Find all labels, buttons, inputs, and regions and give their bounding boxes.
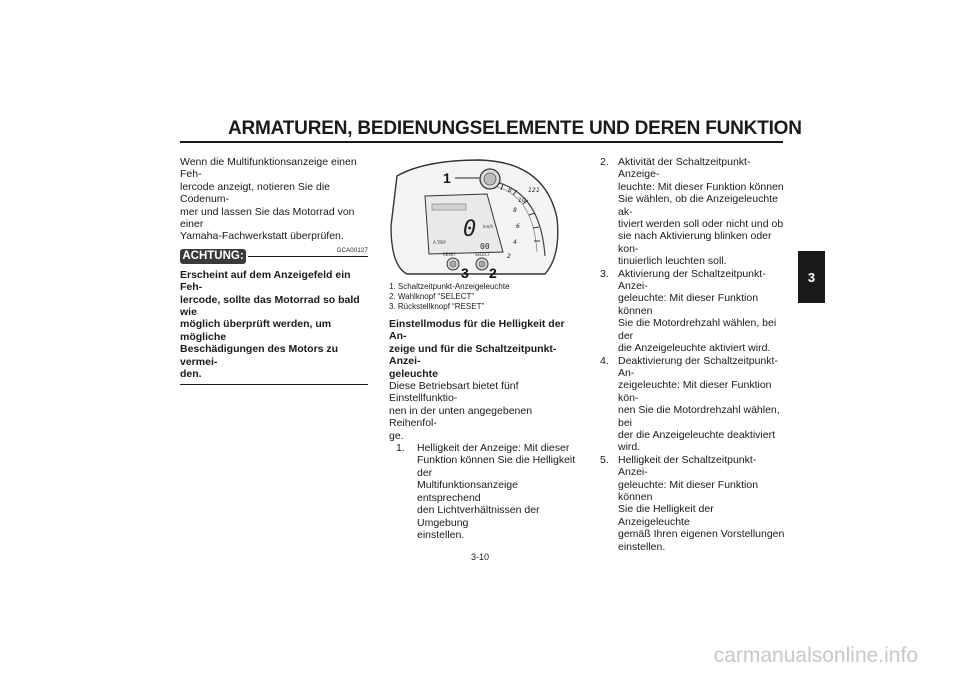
intro-paragraph: Wenn die Multifunktionsanzeige einen Feh- lercode anzeigt, notieren Sie die Codenum- mer und lassen Sie das Motorrad von einer Yamaha-Fachwerkstatt überprüfen. bbox=[180, 156, 357, 243]
list-item bbox=[600, 355, 785, 454]
function-list-part-2 bbox=[600, 156, 785, 553]
svg-text:1: 1 bbox=[536, 187, 540, 194]
list-item-text: Deaktivierung der Schaltzeitpunkt-An- zeigeleuchte: Mit dieser Funktion kön- nen Sie die Motordrehzahl wählen, bei der die Anzeigeleuchte deaktiviert wird. bbox=[618, 354, 780, 454]
list-item-text: Helligkeit der Anzeige: Mit dieser Funktion können Sie die Helligkeit der Multifunktionsanzeige entsprechend den Lichtverhältnissen der Umgebung einstellen. bbox=[417, 442, 576, 541]
svg-text:8: 8 bbox=[513, 207, 517, 214]
achtung-code: GCA00127 bbox=[336, 247, 368, 254]
svg-text:0: 0 bbox=[463, 217, 477, 242]
section-heading: Einstellmodus für die Helligkeit der An- zeige und für die Schaltzeitpunkt-Anzei- geleuchte bbox=[389, 318, 565, 380]
chapter-tab: 3 bbox=[798, 251, 825, 303]
list-item-number: 5. bbox=[600, 453, 609, 466]
svg-text:12: 12 bbox=[528, 187, 536, 194]
header-rule bbox=[180, 141, 783, 143]
svg-text:RESET: RESET bbox=[443, 252, 456, 257]
svg-text:8: 8 bbox=[508, 187, 512, 194]
svg-text:SELECT: SELECT bbox=[475, 252, 491, 257]
list-item-number: 1. bbox=[396, 442, 405, 455]
list-item-text: Helligkeit der Schaltzeitpunkt-Anzei- geleuchte: Mit dieser Funktion können Sie die Helligkeit der Anzeigeleuchte gemäß Ihren eigenen Vorstellungen einstellen. bbox=[618, 453, 785, 553]
page-title: ARMATUREN, BEDIENUNGSELEMENTE UND DEREN FUNKTION bbox=[228, 118, 802, 139]
list-item bbox=[600, 454, 785, 553]
list-item-text: Aktivität der Schaltzeitpunkt-Anzeige- leuchte: Mit dieser Funktion können Sie wählen, ob die Anzeigeleuchte ak- tiviert werden soll oder nicht und ob sie nach Aktivierung blinken oder kon- tinuierlich leuchten soll. bbox=[618, 156, 784, 268]
svg-text:A.TRIP: A.TRIP bbox=[433, 240, 446, 245]
instrument-cluster-illustration bbox=[385, 156, 561, 280]
instrument-cluster-figure bbox=[385, 156, 561, 280]
callout-2: 2 bbox=[489, 265, 497, 280]
caption-1: 1. Schaltzeitpunkt-Anzeigeleuchte bbox=[389, 282, 510, 291]
svg-text:00: 00 bbox=[480, 242, 490, 251]
left-column bbox=[180, 156, 368, 385]
list-item bbox=[600, 156, 785, 268]
watermark[interactable]: carmanualsonline.info bbox=[713, 644, 918, 667]
svg-text:4: 4 bbox=[513, 239, 517, 246]
list-item-number: 4. bbox=[600, 354, 609, 367]
right-column bbox=[600, 156, 785, 553]
list-item bbox=[389, 442, 581, 541]
list-item-number: 3. bbox=[600, 267, 609, 280]
page-number: 3-10 bbox=[470, 552, 489, 562]
svg-text:2: 2 bbox=[507, 253, 511, 260]
section-intro: Diese Betriebsart bietet fünf Einstellfunktio- nen in der unten angegebenen Reihenfol- ge. bbox=[389, 380, 533, 442]
list-item bbox=[600, 268, 785, 355]
middle-column bbox=[389, 318, 581, 541]
achtung-row bbox=[180, 249, 368, 267]
warning-text: Erscheint auf dem Anzeigefeld ein Feh- lercode, sollte das Motorrad so bald wie möglich überprüft werden, um mögliche Beschädigungen des Motors zu vermei- den. bbox=[180, 268, 360, 381]
list-item-text: Aktivierung der Schaltzeitpunkt-Anzei- geleuchte: Mit dieser Funktion können Sie die Motordrehzahl wählen, bei der die Anzeigeleuchte aktiviert wird. bbox=[618, 267, 777, 355]
list-item-number: 2. bbox=[600, 156, 609, 168]
callout-1: 1 bbox=[443, 170, 451, 186]
svg-text:km/h: km/h bbox=[483, 224, 494, 229]
caption-2: 2. Wahlknopf “SELECT” bbox=[389, 292, 475, 302]
function-list-part-1 bbox=[389, 442, 581, 541]
achtung-badge: ACHTUNG: bbox=[180, 249, 246, 264]
warning-rule bbox=[180, 384, 368, 385]
svg-text:6: 6 bbox=[516, 223, 520, 230]
callout-3: 3 bbox=[461, 265, 469, 280]
figure-captions bbox=[389, 282, 579, 313]
svg-text:10: 10 bbox=[518, 197, 526, 204]
caption-3: 3. Rückstellknopf “RESET” bbox=[389, 302, 485, 312]
